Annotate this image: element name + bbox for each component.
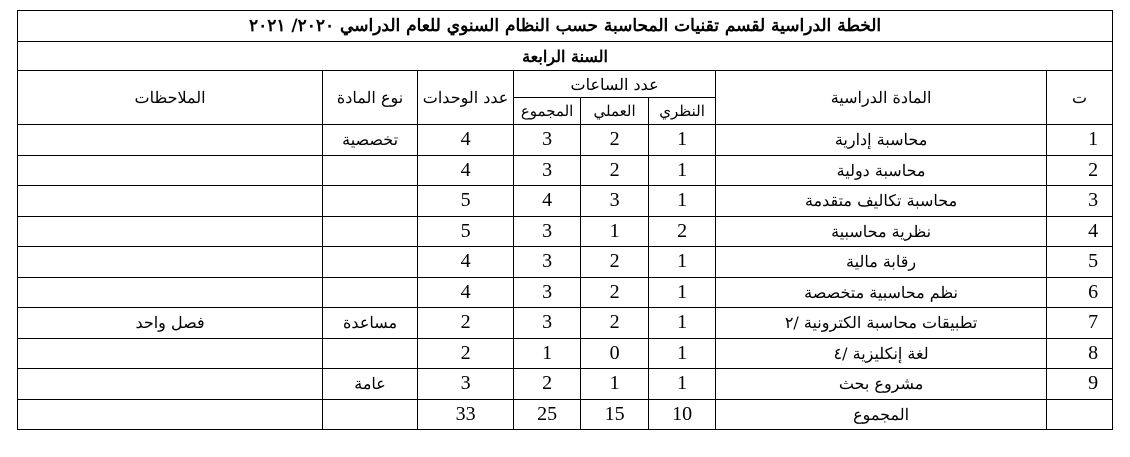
row-theory: 1 (649, 369, 716, 400)
row-total: 2 (514, 369, 581, 400)
row-practical: 3 (581, 186, 649, 217)
table-title: الخطة الدراسية لقسم تقنيات المحاسبة حسب النظام السنوي للعام الدراسي ٢٠٢٠/ ٢٠٢١ (18, 11, 1113, 42)
row-type (323, 277, 418, 308)
row-index: 4 (1047, 216, 1113, 247)
totals-index (1047, 399, 1113, 430)
row-practical: 1 (581, 216, 649, 247)
study-plan-table (17, 10, 1113, 430)
row-notes (18, 247, 323, 278)
row-index: 8 (1047, 338, 1113, 369)
row-type (323, 155, 418, 186)
header-units: عدد الوحدات (418, 71, 514, 125)
row-practical: 2 (581, 125, 649, 156)
row-units: 3 (418, 369, 514, 400)
table-row (18, 216, 1113, 247)
table-row (18, 247, 1113, 278)
table-row (18, 369, 1113, 400)
totals-type (323, 399, 418, 430)
row-notes (18, 277, 323, 308)
year-label: السنة الرابعة (18, 42, 1113, 71)
row-subject: محاسبة تكاليف متقدمة (716, 186, 1047, 217)
row-index: 1 (1047, 125, 1113, 156)
table-row (18, 308, 1113, 339)
row-notes: فصل واحد (18, 308, 323, 339)
row-units: 5 (418, 216, 514, 247)
row-practical: 2 (581, 308, 649, 339)
row-units: 5 (418, 186, 514, 217)
row-units: 2 (418, 338, 514, 369)
totals-notes (18, 399, 323, 430)
row-type (323, 247, 418, 278)
row-subject: محاسبة إدارية (716, 125, 1047, 156)
row-index: 2 (1047, 155, 1113, 186)
row-subject: مشروع بحث (716, 369, 1047, 400)
row-units: 4 (418, 155, 514, 186)
row-subject: تطبيقات محاسبة الكترونية /٢ (716, 308, 1047, 339)
row-units: 4 (418, 247, 514, 278)
header-theory: النظري (649, 98, 716, 125)
row-type (323, 338, 418, 369)
row-theory: 1 (649, 247, 716, 278)
row-total: 3 (514, 155, 581, 186)
row-total: 3 (514, 247, 581, 278)
row-total: 3 (514, 308, 581, 339)
row-practical: 2 (581, 247, 649, 278)
row-theory: 1 (649, 338, 716, 369)
row-notes (18, 186, 323, 217)
table-row (18, 186, 1113, 217)
row-total: 4 (514, 186, 581, 217)
row-total: 3 (514, 277, 581, 308)
row-practical: 1 (581, 369, 649, 400)
row-index: 5 (1047, 247, 1113, 278)
header-type: نوع المادة (323, 71, 418, 125)
row-index: 6 (1047, 277, 1113, 308)
row-theory: 1 (649, 155, 716, 186)
totals-row (18, 399, 1113, 430)
table-row (18, 277, 1113, 308)
table-row (18, 125, 1113, 156)
row-type (323, 216, 418, 247)
header-practical: العملي (581, 98, 649, 125)
study-plan-document (17, 10, 1112, 430)
row-subject: نظرية محاسبية (716, 216, 1047, 247)
totals-practical: 15 (581, 399, 649, 430)
row-index: 3 (1047, 186, 1113, 217)
header-subject: المادة الدراسية (716, 71, 1047, 125)
row-index: 7 (1047, 308, 1113, 339)
table-row (18, 338, 1113, 369)
header-notes: الملاحظات (18, 71, 323, 125)
row-index: 9 (1047, 369, 1113, 400)
row-practical: 0 (581, 338, 649, 369)
row-notes (18, 338, 323, 369)
row-notes (18, 155, 323, 186)
row-units: 4 (418, 277, 514, 308)
row-theory: 1 (649, 277, 716, 308)
row-subject: رقابة مالية (716, 247, 1047, 278)
row-units: 2 (418, 308, 514, 339)
row-theory: 1 (649, 308, 716, 339)
row-subject: محاسبة دولية (716, 155, 1047, 186)
row-type (323, 186, 418, 217)
row-type: مساعدة (323, 308, 418, 339)
header-total: المجموع (514, 98, 581, 125)
row-practical: 2 (581, 277, 649, 308)
row-total: 1 (514, 338, 581, 369)
totals-total: 25 (514, 399, 581, 430)
header-hours: عدد الساعات (514, 71, 716, 98)
row-practical: 2 (581, 155, 649, 186)
row-notes (18, 369, 323, 400)
row-units: 4 (418, 125, 514, 156)
totals-label: المجموع (716, 399, 1047, 430)
row-total: 3 (514, 216, 581, 247)
totals-theory: 10 (649, 399, 716, 430)
row-theory: 1 (649, 186, 716, 217)
row-subject: نظم محاسبية متخصصة (716, 277, 1047, 308)
row-total: 3 (514, 125, 581, 156)
row-theory: 2 (649, 216, 716, 247)
totals-units: 33 (418, 399, 514, 430)
row-notes (18, 216, 323, 247)
row-type: تخصصية (323, 125, 418, 156)
row-notes (18, 125, 323, 156)
table-row (18, 155, 1113, 186)
row-subject: لغة إنكليزية /٤ (716, 338, 1047, 369)
header-index: ت (1047, 71, 1113, 125)
row-theory: 1 (649, 125, 716, 156)
row-type: عامة (323, 369, 418, 400)
